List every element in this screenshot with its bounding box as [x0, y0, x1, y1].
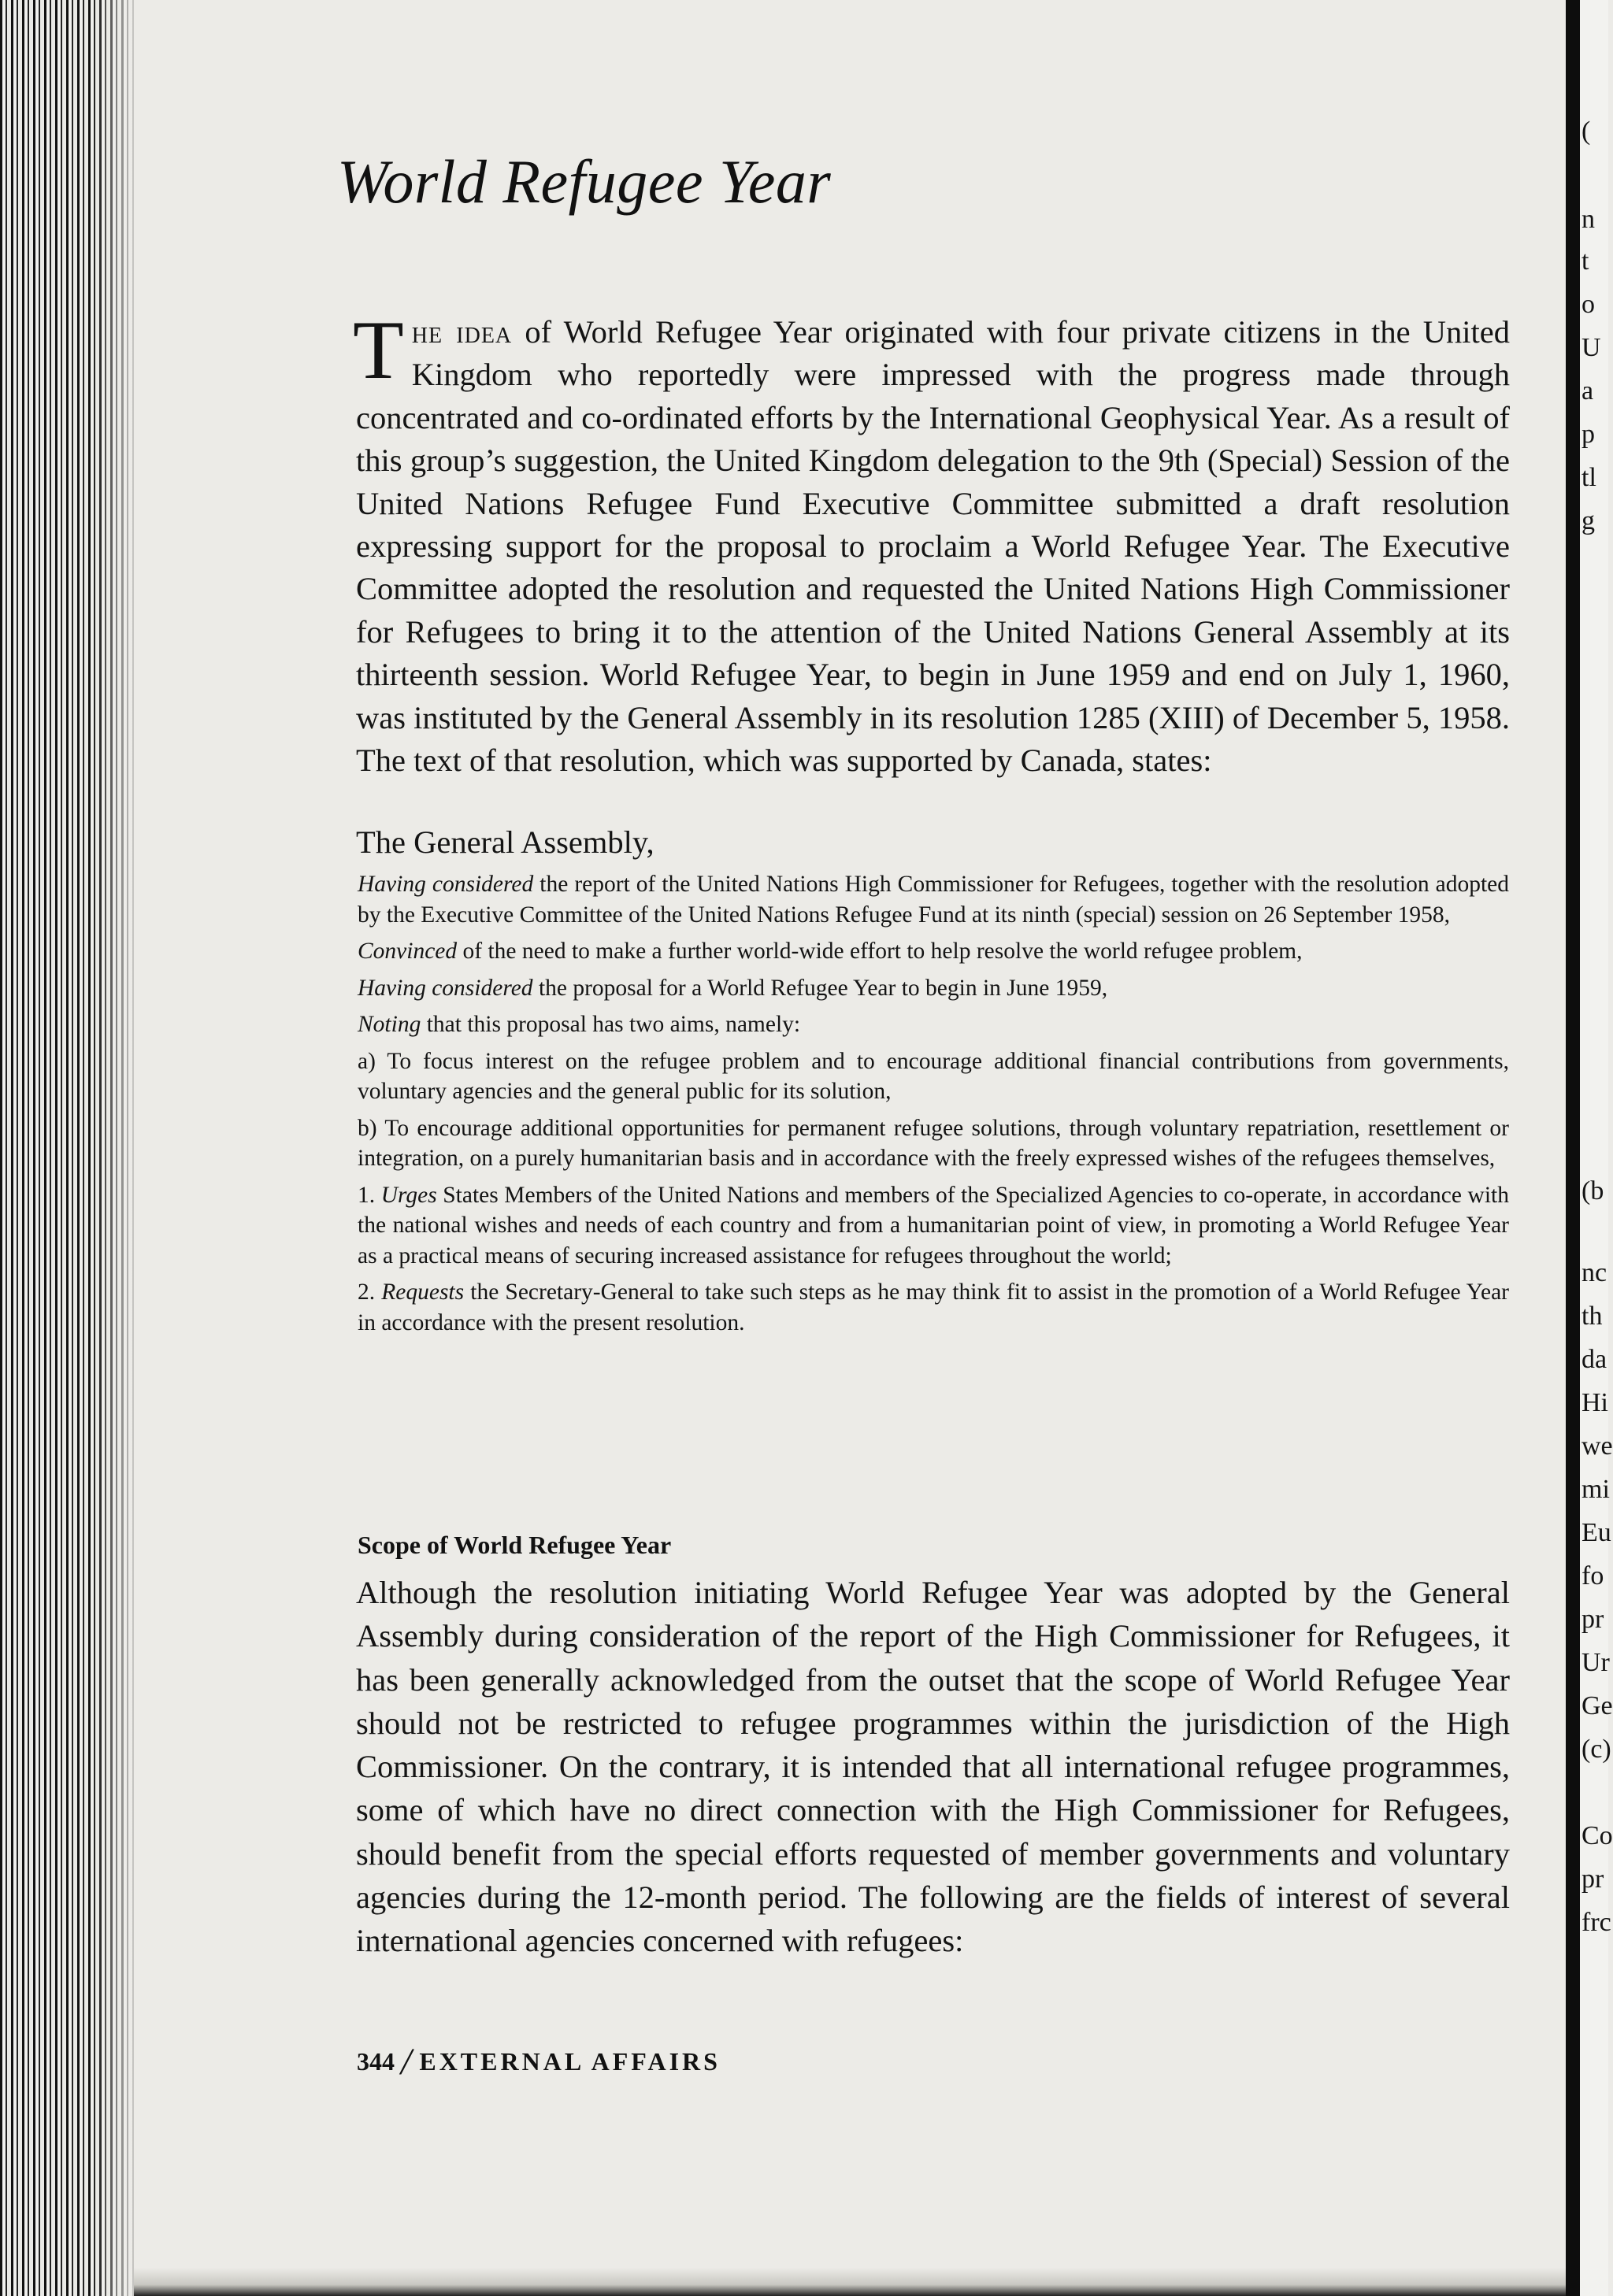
- intro-text: of World Refugee Year originated with four private citizens in the United Kingdom who reportedly were impressed with the progress made through concentrated and co-ordinated efforts by the International Geophysical Year. As a result of this group’s suggestion, the United Kingdom delegation to the 9th (Special) Session of the United Nations Refugee Fund Executive Committee submitted a draft resolution expressing support for the proposal to proclaim a World Refugee Year. The Executive Committee adopted the resolution and requested the United Nations High Commissioner for Refugees to bring it to the attention of the United Nations General Assembly at its thirteenth session. World Refugee Year, to begin in June 1959 and end on July 1, 1960, was instituted by the General Assembly in its resolution 1285 (XIII) of December 5, 1958. The text of that resolution, which was supported by Canada, states:: [356, 314, 1510, 779]
- next-page-fragment: pr: [1581, 1605, 1604, 1634]
- next-page-fragment: Ge: [1581, 1691, 1613, 1720]
- next-page-fragment: p: [1581, 420, 1595, 449]
- clause-text: that this proposal has two aims, namely:: [421, 1012, 801, 1037]
- page-footer: [357, 2040, 721, 2083]
- clause-text: the report of the United Nations High Commissioner for Refugees, together with the resolution adopted by the Executive Committee of the United Nations Refugee Fund at its ninth (special) session on 26 September 1958,: [358, 872, 1510, 928]
- drop-cap: T: [353, 304, 404, 396]
- next-page-fragment: frc: [1581, 1908, 1611, 1937]
- resolution-clause: [358, 869, 1509, 930]
- clause-lead: Urges: [380, 1182, 437, 1208]
- next-page-fragment: Eu: [1581, 1518, 1611, 1547]
- clause-text: States Members of the United Nations and members of the Specialized Agencies to co-operate, in accordance with the national wishes and needs of each country and from a humanitarian point of view, in promoting a World Refugee Year as a practical means of securing increased assistance for refugees throughout the world;: [358, 1182, 1509, 1268]
- next-page-fragment: (b: [1581, 1176, 1604, 1205]
- next-page-fragment: U: [1581, 333, 1601, 362]
- next-page-fragment: Ur: [1581, 1648, 1610, 1677]
- page-gutter: [1566, 0, 1580, 2296]
- next-page-fragment: th: [1581, 1302, 1603, 1331]
- next-page-fragment: pr: [1581, 1865, 1604, 1894]
- page-number: 344: [357, 2047, 395, 2076]
- clause-number: 2.: [358, 1279, 382, 1305]
- resolution-clause: [358, 973, 1509, 1004]
- article-title: World Refugee Year: [337, 147, 832, 216]
- footer-slash: /: [401, 2041, 412, 2083]
- next-page-fragment: fo: [1581, 1561, 1604, 1591]
- intro-paragraph: [353, 304, 1510, 782]
- next-page-fragment: (: [1581, 117, 1591, 146]
- publication-name: EXTERNAL AFFAIRS: [419, 2047, 721, 2076]
- intro-small-caps: he idea: [411, 314, 513, 350]
- page-bottom-edge: [134, 2268, 1566, 2296]
- next-page-fragment: a: [1581, 376, 1594, 406]
- clause-lead: Noting: [358, 1012, 421, 1037]
- clause-text: the proposal for a World Refugee Year to begin in June 1959,: [532, 975, 1108, 1001]
- resolution-clause: [358, 1009, 1509, 1040]
- next-page-fragment: n: [1581, 205, 1595, 234]
- clause-text: the Secretary-General to take such steps as he may think fit to assist in the promotion of a World Refugee Year in accordance with the present resolution.: [358, 1279, 1509, 1335]
- next-page-fragment: (c): [1581, 1735, 1611, 1764]
- resolution-clause: [358, 1277, 1509, 1338]
- scope-paragraph: Although the resolution initiating World Refugee Year was adopted by the General Assembly during consideration of the report of the High Commissioner for Refugees, it has been generally acknowledged from the outset that the scope of World Refugee Year should not be restricted to refugee programmes within the jurisdiction of the High Commissioner. On the contrary, it is intended that all international refugee programmes, some of which have no direct connection with the High Commissioner for Refugees, should benefit from the special efforts requested of member governments and voluntary agencies during the 12-month period. The following are the fields of interest of several international agencies concerned with refugees:: [356, 1575, 1510, 1959]
- next-page-edge: [1580, 0, 1613, 2296]
- resolution-clause: [358, 1180, 1509, 1272]
- next-page-fragment: da: [1581, 1345, 1607, 1374]
- next-page-fragment: mi: [1581, 1475, 1610, 1504]
- next-page-fragment: Hi: [1581, 1388, 1608, 1417]
- clause-lead: Requests: [381, 1279, 465, 1305]
- section-heading: Scope of World Refugee Year: [358, 1531, 672, 1559]
- resolution-clause: [358, 1113, 1509, 1174]
- clause-number: 1.: [358, 1182, 381, 1208]
- resolution-clause: [358, 1046, 1509, 1107]
- clause-text: b) To encourage additional opportunities for permanent refugee solutions, through voluntary repatriation, resettlement or integration, on a purely humanitarian basis and in accordance with the freely expressed wishes of the refugees themselves,: [358, 1115, 1509, 1171]
- next-page-fragment: we: [1581, 1431, 1613, 1461]
- resolution-text: [358, 869, 1509, 1344]
- clause-lead: Convinced: [358, 939, 458, 964]
- clause-lead: Having considered: [358, 975, 533, 1001]
- next-page-fragment: Co: [1581, 1821, 1613, 1850]
- next-page-fragment: nc: [1581, 1258, 1607, 1287]
- next-page-fragment: g: [1581, 506, 1595, 535]
- clause-text: a) To focus interest on the refugee problem and to encourage additional financial contributions from governments, voluntary agencies and the general public for its solution,: [358, 1048, 1509, 1104]
- next-page-fragment: tl: [1581, 463, 1596, 492]
- assembly-heading: The General Assembly,: [356, 824, 654, 860]
- clause-text: of the need to make a further world-wide effort to help resolve the world refugee problem,: [457, 939, 1303, 964]
- next-page-fragment: t: [1581, 246, 1589, 276]
- next-page-fragment: o: [1581, 290, 1595, 319]
- clause-lead: Having considered: [358, 872, 534, 897]
- binding-shadow: [95, 0, 142, 2296]
- resolution-clause: [358, 936, 1509, 967]
